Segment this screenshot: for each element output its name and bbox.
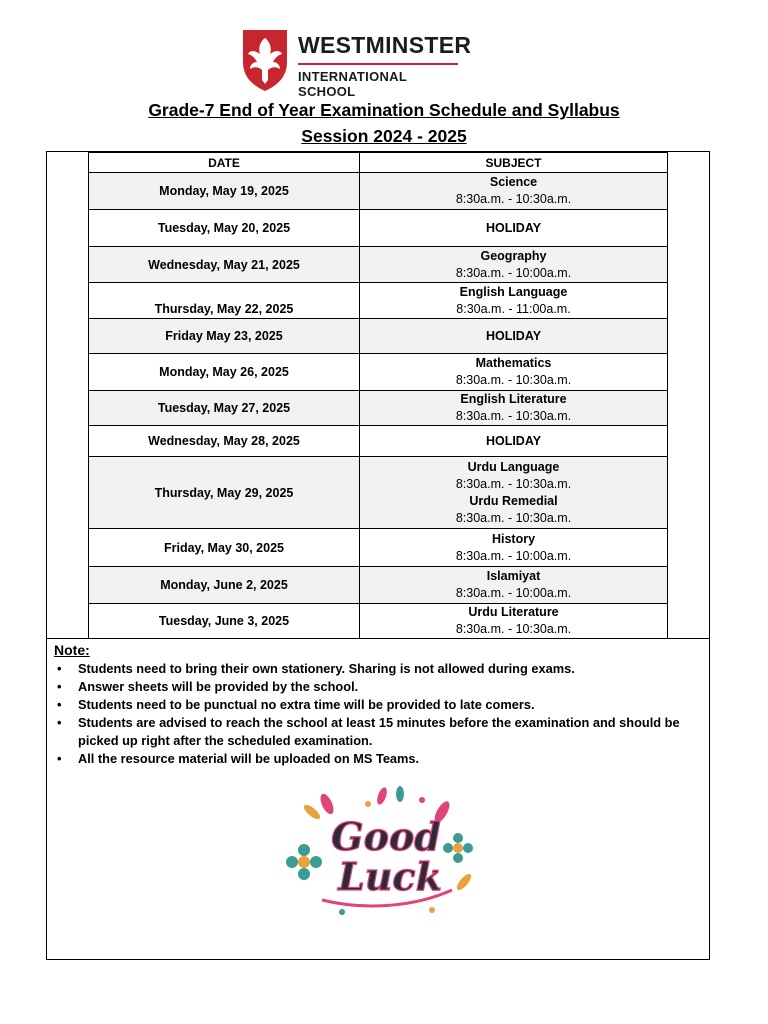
exam-subject-cell	[360, 529, 668, 567]
subject-name: History	[491, 531, 536, 546]
exam-subject-cell	[360, 319, 668, 354]
exam-time: 8:30a.m. - 10:30a.m.	[455, 409, 572, 423]
exam-date: Monday, June 2, 2025	[89, 567, 360, 604]
table-row	[89, 567, 668, 604]
table-row	[89, 457, 668, 529]
date-column-header: DATE	[89, 153, 360, 173]
list-item: • Students need to bring their own stationery. Sharing is not allowed during exams.	[54, 660, 704, 678]
flower-icon	[443, 833, 473, 863]
subject-name: HOLIDAY	[485, 220, 542, 235]
subject-name: Mathematics	[475, 356, 552, 370]
exam-time: 8:30a.m. - 10:30a.m.	[455, 192, 572, 206]
exam-schedule-table	[88, 152, 668, 639]
document-title: Grade-7 End of Year Examination Schedule and Syllabus	[148, 100, 620, 120]
exam-subject-cell	[360, 604, 668, 639]
exam-date: Thursday, May 22, 2025	[89, 283, 360, 319]
leaf-icon	[455, 872, 474, 892]
subject-name: HOLIDAY	[485, 433, 542, 448]
exam-subject-cell	[360, 247, 668, 283]
exam-subject-cell	[360, 210, 668, 247]
exam-time: 8:30a.m. - 11:00a.m.	[456, 301, 571, 316]
dot-icon	[365, 801, 371, 807]
exam-time: 8:30a.m. - 10:30a.m.	[455, 476, 572, 491]
subject-name: Science	[489, 175, 538, 189]
exam-subject-cell	[360, 457, 668, 529]
exam-time: 8:30a.m. - 10:30a.m.	[455, 622, 572, 636]
exam-time: 8:30a.m. - 10:00a.m.	[455, 586, 572, 600]
exam-date: Monday, May 19, 2025	[89, 173, 360, 210]
exam-subject-cell	[360, 567, 668, 604]
exam-date: Tuesday, May 20, 2025	[89, 210, 360, 247]
subject-name: English Language	[459, 284, 568, 299]
exam-date: Wednesday, May 21, 2025	[89, 247, 360, 283]
good-text: Good	[331, 814, 441, 859]
exam-date: Monday, May 26, 2025	[89, 354, 360, 391]
table-row	[89, 173, 668, 210]
exam-date: Thursday, May 29, 2025	[89, 457, 360, 529]
notes-list	[54, 660, 704, 768]
exam-time: 8:30a.m. - 10:30a.m.	[455, 373, 572, 387]
subject-name: Urdu Remedial	[469, 493, 558, 508]
good-luck-illustration	[282, 782, 482, 927]
exam-subject-cell	[360, 283, 668, 319]
table-row	[89, 529, 668, 567]
subject-name: Urdu Language	[467, 459, 560, 474]
school-subtitle: INTERNATIONAL SCHOOL	[298, 69, 407, 99]
leaf-icon	[396, 786, 404, 802]
flower-icon	[286, 844, 322, 880]
luck-text: Luck	[338, 854, 442, 899]
exam-date: Friday, May 30, 2025	[89, 529, 360, 567]
exam-date: Tuesday, May 27, 2025	[89, 391, 360, 426]
exam-subject-cell	[360, 354, 668, 391]
leaf-icon	[318, 792, 336, 816]
notes-section	[54, 642, 704, 768]
table-row	[89, 210, 668, 247]
table-row	[89, 604, 668, 639]
subject-column-header: SUBJECT	[360, 153, 668, 173]
leaf-icon	[375, 786, 389, 806]
subject-name: Geography	[480, 248, 547, 263]
list-item: • Students need to be punctual no extra time will be provided to late comers.	[54, 696, 704, 714]
exam-subject-cell	[360, 391, 668, 426]
table-header-row	[89, 153, 668, 173]
table-row	[89, 247, 668, 283]
dot-icon	[429, 907, 435, 913]
subject-name: English Literature	[460, 392, 567, 406]
school-logo	[240, 26, 472, 99]
exam-subject-cell	[360, 426, 668, 457]
exam-date: Wednesday, May 28, 2025	[89, 426, 360, 457]
table-row	[89, 391, 668, 426]
subject-name: Islamiyat	[486, 569, 541, 583]
list-item: • Answer sheets will be provided by the school.	[54, 678, 704, 696]
exam-subject-cell	[360, 173, 668, 210]
leaf-icon	[302, 803, 322, 822]
table-row	[89, 319, 668, 354]
table-row	[89, 354, 668, 391]
dot-icon	[419, 797, 425, 803]
logo-divider	[298, 63, 458, 65]
list-item: • All the resource material will be uploaded on MS Teams.	[54, 750, 704, 768]
exam-time: 8:30a.m. - 10:30a.m.	[455, 510, 572, 525]
subject-name: Urdu Literature	[468, 605, 559, 619]
notes-heading: Note:	[54, 642, 90, 658]
exam-date: Tuesday, June 3, 2025	[89, 604, 360, 639]
table-row	[89, 426, 668, 457]
school-name: WESTMINSTER	[298, 32, 472, 58]
exam-date: Friday May 23, 2025	[89, 319, 360, 354]
list-item: • Students are advised to reach the school at least 15 minutes before the examination and should be picked up right after the scheduled examination.	[54, 714, 704, 750]
crest-icon	[240, 28, 290, 92]
exam-time: 8:30a.m. - 10:00a.m.	[455, 265, 572, 280]
table-row	[89, 283, 668, 319]
dot-icon	[339, 909, 345, 915]
document-session: Session 2024 - 2025	[301, 126, 467, 146]
subject-name: HOLIDAY	[485, 328, 542, 343]
exam-time: 8:30a.m. - 10:00a.m.	[455, 548, 572, 563]
